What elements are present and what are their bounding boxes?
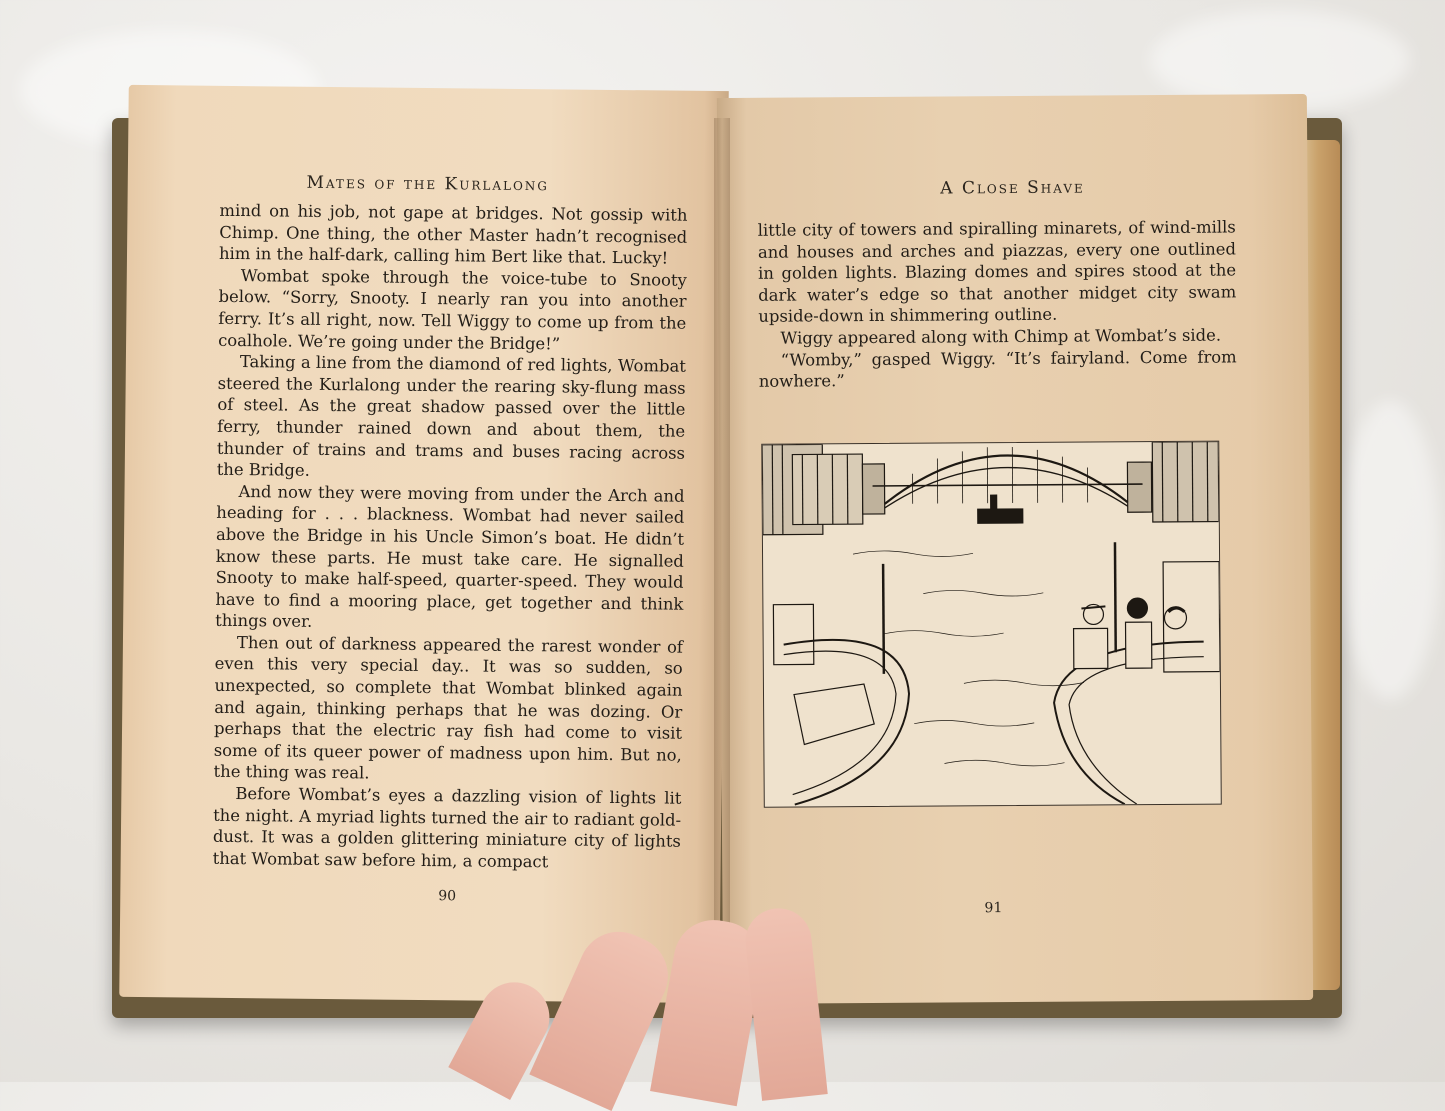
- paragraph: And now they were moving from under the Arch and heading for . . . blackness. Wombat had never sailed above the Bridge in his Uncle Simon’s boat. He didn’t know these parts. He must take care. He signalled Snooty to make half-speed, quarter-speed. They would have to find a mooring place, get together and think things over.: [215, 481, 685, 637]
- right-page: [717, 94, 1313, 1004]
- paragraph: “Womby,” gasped Wiggy. “It’s fairyland. Come from nowhere.”: [759, 346, 1237, 393]
- book-gutter: [714, 118, 730, 978]
- paragraph: mind on his job, not gape at bridges. Not gossip with Chimp. One thing, the other Master hadn’t recognised him in the half-dark, calling him Bert like that. Lucky!: [219, 200, 688, 270]
- running-head-left: Mates of the Kurlalong: [128, 171, 728, 197]
- running-head-right: A Close Shave: [717, 176, 1307, 200]
- illustration-drawing: [762, 442, 1221, 807]
- page-number-right: 91: [984, 900, 1002, 916]
- paragraph: Wombat spoke through the voice-tube to Snooty below. “Sorry, Snooty. I nearly ran you into another ferry. It’s all right, now. Tell Wiggy to come up from the coalhole. We’re going under the Bridge!”: [218, 265, 687, 356]
- cloth-fold: [1340, 400, 1440, 700]
- page-number-left: 90: [438, 888, 456, 904]
- paragraph: Then out of darkness appeared the rarest wonder of even this very special day.. It was so sudden, so unexpected, so complete that Wombat blinked again and again, thinking perhaps that he was dozing. Or perhaps that the electric ray fish had come to visit some of its queer power of madness upon him. But no, the thing was real.: [213, 632, 683, 788]
- harbour-bridge-illustration: [761, 441, 1222, 808]
- paragraph: Wiggy appeared along with Chimp at Wombat’s side.: [758, 324, 1236, 349]
- paragraph: little city of towers and spiralling minarets, of wind-mills and houses and arches and piazzas, every one outlined in golden lights. Blazing domes and spires stood at the dark water’s edge so that another midget city swam upside-down in shimmering outline.: [758, 216, 1237, 327]
- left-page: [119, 85, 729, 1003]
- left-page-text: [213, 200, 688, 874]
- paragraph: Before Wombat’s eyes a dazzling vision of lights lit the night. A myriad lights turned the air to radiant gold-dust. It was a golden glittering miniature city of lights that Wombat saw before him, a compact: [213, 783, 682, 874]
- right-page-text: [758, 216, 1237, 392]
- paragraph: Taking a line from the diamond of red lights, Wombat steered the Kurlalong under the rearing sky-flung mass of steel. As the great shadow passed over the little ferry, thunder rained down and about them, the thunder of trains and trams and buses racing across the Bridge.: [217, 351, 686, 485]
